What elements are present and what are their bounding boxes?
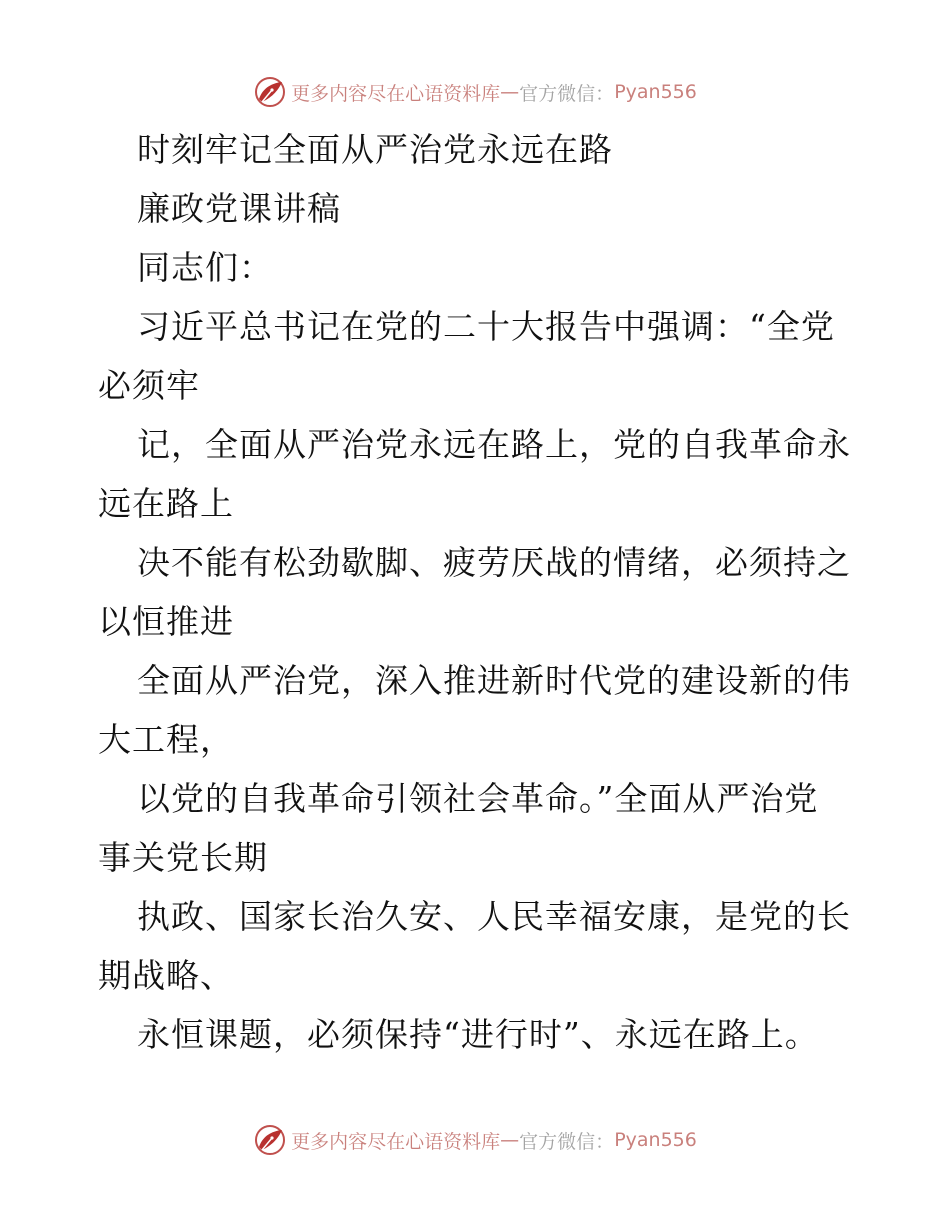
- pen-nib-logo-icon: [253, 75, 287, 109]
- watermark-wechat-label: 官方微信：: [519, 1130, 615, 1153]
- pen-nib-logo-icon: [253, 1123, 287, 1157]
- paragraph-line: 记，全面从严治党永远在路上，党的自我革命永: [137, 425, 851, 464]
- paragraph-line: 决不能有松劲歇脚、疲劳厌战的情绪，必须持之: [137, 543, 851, 582]
- watermark-dash: —: [500, 81, 520, 103]
- watermark-wechat-id: Pyan556: [614, 1129, 697, 1151]
- document-subtitle: 廉政党课讲稿: [137, 189, 341, 228]
- paragraph-line: 全面从严治党，深入推进新时代党的建设新的伟: [137, 661, 851, 700]
- document-body: [98, 120, 858, 1064]
- paragraph-line: 大工程，: [98, 720, 234, 759]
- watermark-text: 更多内容尽在心语资料库: [291, 1130, 501, 1153]
- paragraph-line: 执政、国家长治久安、人民幸福安康，是党的长: [137, 897, 851, 936]
- watermark-dash: —: [500, 1129, 520, 1151]
- paragraph-line: 必须牢: [98, 366, 200, 405]
- watermark-wechat-id: Pyan556: [614, 81, 697, 103]
- paragraph-line: 期战略、: [98, 956, 234, 995]
- watermark-text: 更多内容尽在心语资料库: [291, 82, 501, 105]
- paragraph-line: 永恒课题，必须保持“进行时”、永远在路上。: [137, 1015, 819, 1054]
- watermark-footer: [0, 1120, 950, 1160]
- document-title: 时刻牢记全面从严治党永远在路: [137, 130, 613, 169]
- paragraph-line: 远在路上: [98, 484, 234, 523]
- paragraph-line: 事关党长期: [98, 838, 268, 877]
- salutation: 同志们：: [137, 248, 273, 287]
- watermark-header: [0, 72, 950, 112]
- paragraph-line: 以恒推进: [98, 602, 234, 641]
- paragraph-line: 习近平总书记在党的二十大报告中强调：“全党: [137, 307, 835, 346]
- watermark-wechat-label: 官方微信：: [519, 82, 615, 105]
- paragraph-line: 以党的自我革命引领社会革命。”全面从严治党: [137, 779, 819, 818]
